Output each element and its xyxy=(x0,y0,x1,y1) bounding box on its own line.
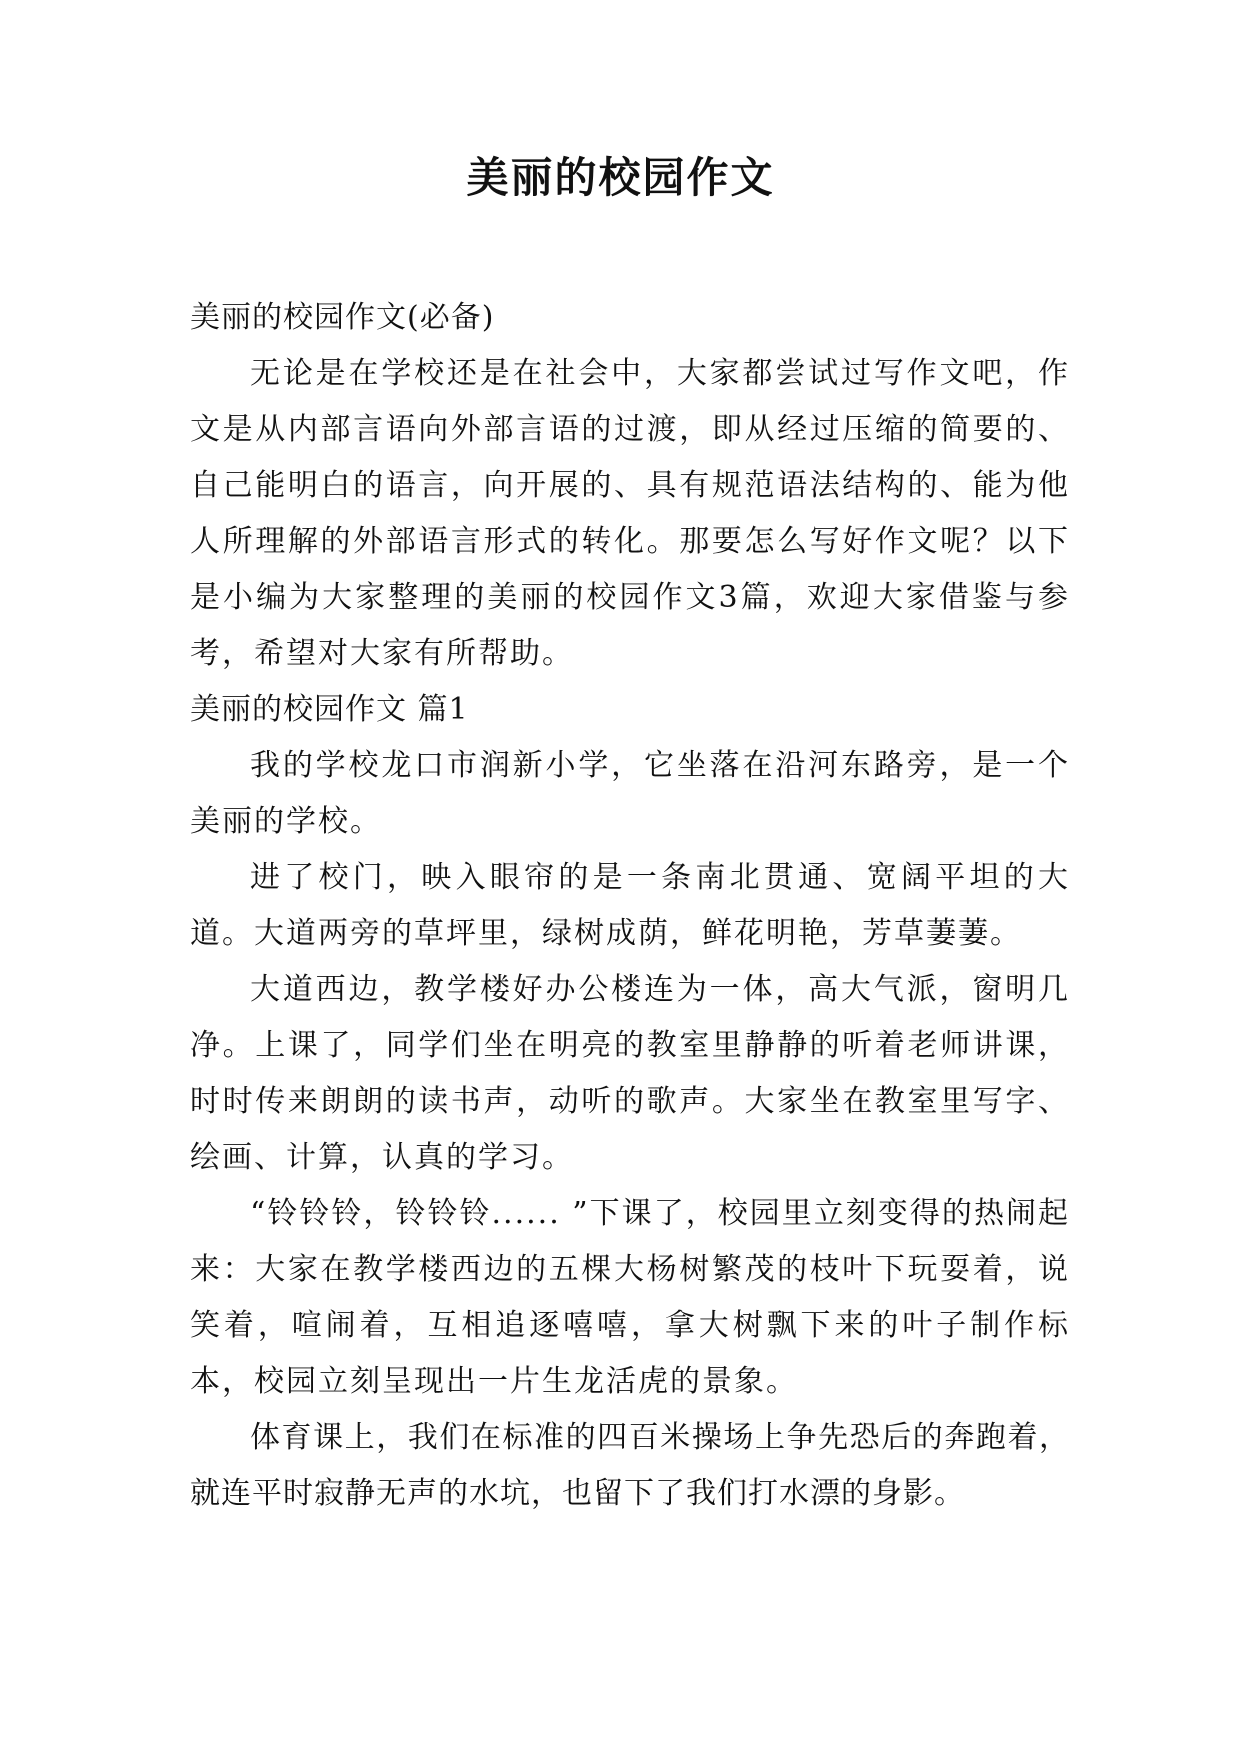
document-body xyxy=(190,290,1070,1522)
document-title: 美丽的校园作文 xyxy=(466,153,775,202)
body-paragraph: “铃铃铃，铃铃铃...... ”下课了，校园里立刻变得的热闹起来：大家在教学楼西边的五棵大杨树繁茂的枝叶下玩耍着，说笑着，喧闹着，互相追逐嘻嘻，拿大树飘下来的叶子制作标本，校园立刻呈现出一片生龙活虎的景象。 xyxy=(190,1196,1070,1399)
section-heading: 美丽的校园作文 篇1 xyxy=(190,692,469,727)
intro-paragraph: 无论是在学校还是在社会中，大家都尝试过写作文吧，作文是从内部言语向外部言语的过渡，即从经过压缩的简要的、自己能明白的语言，向开展的、具有规范语法结构的、能为他人所理解的外部语言形式的转化。那要怎么写好作文呢？以下是小编为大家整理的美丽的校园作文3篇，欢迎大家借鉴与参考，希望对大家有所帮助。 xyxy=(190,356,1070,671)
body-paragraph: 我的学校龙口市润新小学，它坐落在沿河东路旁，是一个美丽的学校。 xyxy=(190,748,1070,839)
document-subtitle: 美丽的校园作文(必备) xyxy=(190,300,495,335)
body-paragraph: 体育课上，我们在标准的四百米操场上争先恐后的奔跑着，就连平时寂静无声的水坑，也留下了我们打水漂的身影。 xyxy=(190,1420,1070,1511)
body-paragraph: 大道西边，教学楼好办公楼连为一体，高大气派，窗明几净。上课了，同学们坐在明亮的教室里静静的听着老师讲课，时时传来朗朗的读书声，动听的歌声。大家坐在教室里写字、绘画、计算，认真的学习。 xyxy=(190,972,1070,1175)
body-paragraph: 进了校门，映入眼帘的是一条南北贯通、宽阔平坦的大道。大道两旁的草坪里，绿树成荫，鲜花明艳，芳草萋萋。 xyxy=(190,860,1070,951)
